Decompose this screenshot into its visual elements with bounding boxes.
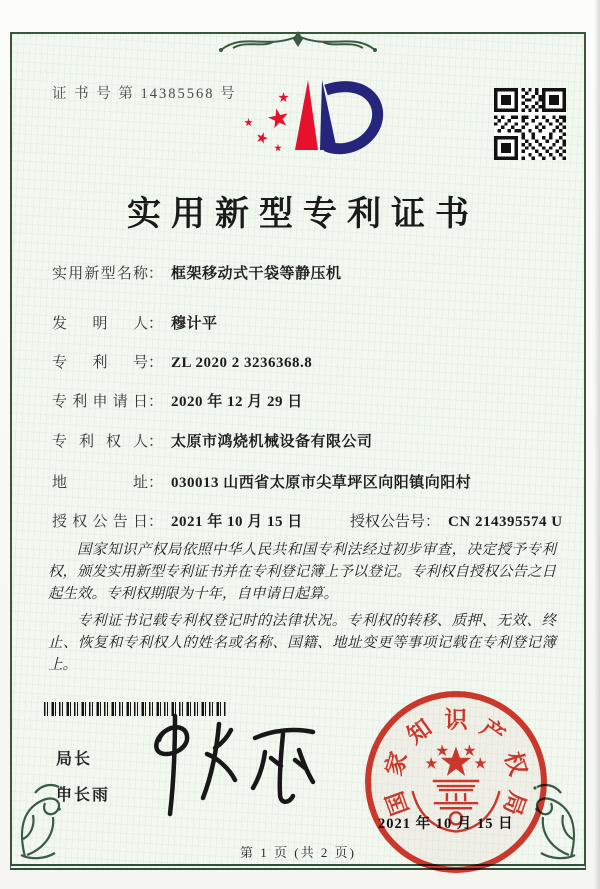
grant-number-field — [350, 512, 563, 533]
seal-char: 识 — [444, 707, 468, 734]
field-value: 2020 年 12 月 29 日 — [171, 394, 303, 410]
certificate-number: 证 书 号 第 14385568 号 — [52, 86, 237, 102]
field-colon: ： — [425, 514, 441, 530]
field-value: 2021 年 10 月 15 日 — [171, 514, 303, 530]
field-row-grant — [52, 512, 563, 533]
officer-block — [56, 746, 110, 818]
field-colon: ： — [148, 394, 164, 410]
officer-title: 局长 — [56, 751, 93, 768]
field-colon: ： — [148, 434, 164, 450]
certificate-frame — [10, 32, 586, 870]
field-row-address — [52, 473, 556, 494]
seal-char: 知 — [402, 714, 437, 750]
field-value: 太原市鸿烧机械设备有限公司 — [171, 434, 373, 450]
field-colon: ： — [148, 514, 164, 530]
photo-edge-shadow — [594, 0, 600, 889]
seal-date: 2021 年 10 月 15 日 — [378, 816, 514, 832]
field-row-patent-number — [52, 353, 556, 374]
qr-code-icon — [494, 88, 566, 160]
field-colon: ： — [148, 355, 164, 371]
field-value: 框架移动式干袋等静压机 — [171, 266, 342, 282]
field-label: 授权公告号 — [350, 514, 426, 530]
field-row-filing-date — [52, 392, 556, 413]
handwritten-signature-icon — [137, 710, 342, 825]
certificate-fields — [52, 264, 563, 533]
seal-char: 产 — [475, 714, 510, 750]
certificate-title: 实用新型专利证书 — [127, 196, 479, 233]
field-label: 发明人 — [52, 316, 148, 332]
seal-char: 权 — [499, 749, 531, 779]
field-value: 穆计平 — [171, 316, 218, 332]
cnipa-logo-icon — [234, 78, 394, 190]
field-label: 专利权人 — [52, 434, 148, 450]
field-label: 实用新型名称 — [52, 266, 148, 282]
grant-date-field — [52, 514, 303, 530]
field-label: 地址 — [52, 475, 148, 491]
field-row-inventor — [52, 314, 556, 335]
field-colon: ： — [148, 266, 164, 282]
legal-paragraph-2: 专利证书记载专利权登记时的法律状况。专利权的转移、质押、无效、终止、恢复和专利权人的姓名或名称、国籍、地址变更等事项记载在专利登记簿上。 — [48, 613, 556, 673]
top-crest-ornament-icon — [213, 28, 383, 54]
legal-paragraph-1: 国家知识产权局依照中华人民共和国专利法经过初步审查，决定授予专利权，颁发实用新型专利证书并在专利登记簿上予以登记。专利权自授权公告之日起生效。专利权期限为十年，自申请日起算。 — [48, 542, 556, 602]
field-row-patentee — [52, 432, 556, 453]
field-colon: ： — [148, 475, 164, 491]
field-label: 授权公告日 — [52, 514, 148, 530]
field-value: 030013 山西省太原市尖草坪区向阳镇向阳村 — [171, 475, 472, 491]
seal-char: 家 — [381, 749, 413, 779]
seal-char: 国 — [381, 787, 415, 819]
field-label: 专利号 — [52, 355, 148, 371]
field-label: 专利申请日 — [52, 394, 148, 410]
legal-text — [48, 539, 556, 681]
page-number: 第 1 页 (共 2 页) — [240, 845, 356, 860]
field-row-name — [52, 264, 556, 285]
officer-name: 申长雨 — [56, 787, 111, 804]
field-colon: ： — [148, 316, 164, 332]
seal-char: 局 — [497, 787, 531, 819]
field-value: CN 214395574 U — [448, 514, 563, 530]
field-value: ZL 2020 2 3236368.8 — [171, 355, 313, 371]
